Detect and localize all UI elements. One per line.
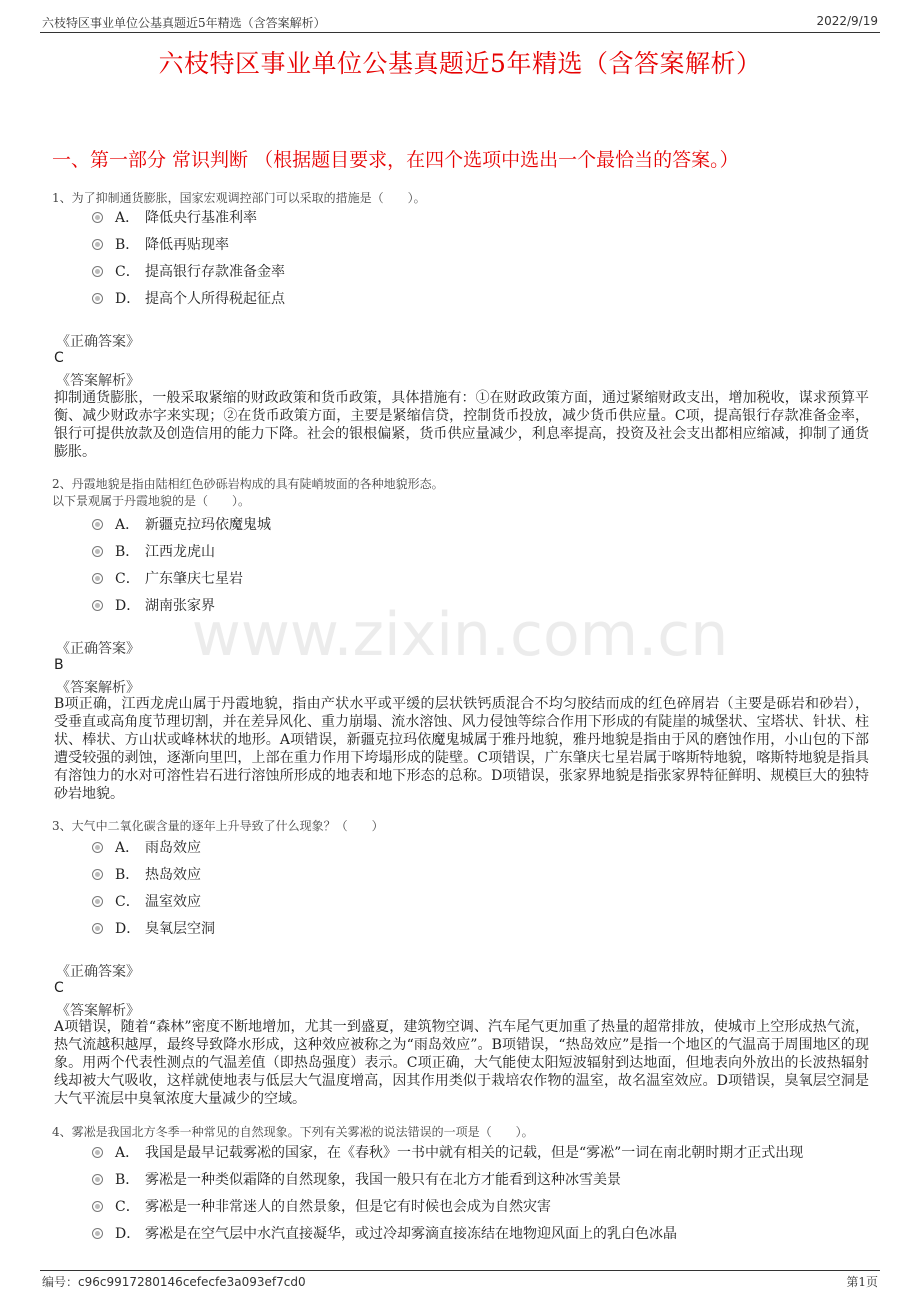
- question-2-option-d[interactable]: D． 湖南张家界: [92, 596, 215, 616]
- question-1-stem: 1、为了抑制通货膨胀，国家宏观调控部门可以采取的措施是（ ）。: [52, 191, 426, 205]
- radio-icon[interactable]: [92, 239, 103, 250]
- radio-icon[interactable]: [92, 293, 103, 304]
- question-1-explanation: 抑制通货膨胀，一般采取紧缩的财政政策和货币政策，具体措施有：①在财政政策方面，通过紧缩财政支出，增加税收，谋求预算平衡、减少财政赤字来实现；②在货币政策方面，主要是紧缩信贷，控制货币投放，减少货币供应量。C项，提高银行存款准备金率，银行可提供放款及创造信用的能力下降。社会的银根偏紧，货币供应量减少，利息率提高，投资及社会支出都相应缩减，抑制了通货膨胀。: [54, 390, 869, 460]
- question-3-option-a[interactable]: A． 雨岛效应: [92, 838, 201, 858]
- radio-icon[interactable]: [92, 869, 103, 880]
- document-title: 六枝特区事业单位公基真题近5年精选（含答案解析）: [158, 49, 762, 78]
- correct-answer-label: 《正确答案》: [56, 964, 140, 980]
- radio-icon[interactable]: [92, 923, 103, 934]
- correct-answer-label: 《正确答案》: [56, 334, 140, 350]
- explanation-label: 《答案解析》: [56, 680, 140, 696]
- question-2-option-a[interactable]: A． 新疆克拉玛依魔鬼城: [92, 515, 271, 535]
- header-title: 六枝特区事业单位公基真题近5年精选（含答案解析）: [42, 16, 326, 30]
- radio-icon[interactable]: [92, 842, 103, 853]
- radio-icon[interactable]: [92, 266, 103, 277]
- question-4-option-a[interactable]: A． 我国是最早记载雾凇的国家，在《春秋》一书中就有相关的记载，但是“雾凇”一词在南北朝时期才正式出现: [92, 1143, 803, 1163]
- explanation-label: 《答案解析》: [56, 1003, 140, 1019]
- radio-icon[interactable]: [92, 896, 103, 907]
- header-date: 2022/9/19: [816, 14, 878, 28]
- question-4-option-b[interactable]: B． 雾凇是一种类似霜降的自然现象，我国一般只有在北方才能看到这种冰雪美景: [92, 1170, 621, 1190]
- question-2-explanation: B项正确，江西龙虎山属于丹霞地貌，指由产状水平或平缓的层状铁钙质混合不均匀胶结而成的红色碎屑岩（主要是砾岩和砂岩），受垂直或高角度节理切割，并在差异风化、重力崩塌、流水溶蚀、风力侵蚀等综合作用下形成的有陡崖的城堡状、宝塔状、针状、柱状、棒状、方山状或峰林状的地形。A项错误，新疆克拉玛依魔鬼城属于雅丹地貌，雅丹地貌是指由于风的磨蚀作用，小山包的下部遭受较强的剥蚀，逐渐向里凹，上部在重力作用下垮塌形成的陡壁。C项错误，广东肇庆七星岩属于喀斯特地貌，喀斯特地貌是指具有溶蚀力的水对可溶性岩石进行溶蚀所形成的地表和地下形态的总称。D项错误，张家界地貌是指张家界特征鲜明、规模巨大的独特砂岩地貌。: [54, 696, 869, 802]
- radio-icon[interactable]: [92, 573, 103, 584]
- question-1-option-b[interactable]: B． 降低再贴现率: [92, 235, 229, 255]
- radio-icon[interactable]: [92, 1147, 103, 1158]
- question-4-option-c[interactable]: C． 雾凇是一种非常迷人的自然景象，但是它有时候也会成为自然灾害: [92, 1197, 551, 1217]
- section-heading: 一、第一部分 常识判断 （根据题目要求，在四个选项中选出一个最恰当的答案。）: [52, 149, 739, 171]
- question-3-answer: C: [54, 980, 64, 996]
- correct-answer-label: 《正确答案》: [56, 641, 140, 657]
- question-4-option-d[interactable]: D． 雾凇是在空气层中水汽直接凝华，或过冷却雾滴直接冻结在地物迎风面上的乳白色冰晶: [92, 1224, 677, 1244]
- question-3-stem: 3、大气中二氧化碳含量的逐年上升导致了什么现象？（ ）: [52, 819, 384, 833]
- question-1-answer: C: [54, 350, 64, 366]
- question-3-option-d[interactable]: D． 臭氧层空洞: [92, 919, 215, 939]
- question-2-option-b[interactable]: B． 江西龙虎山: [92, 542, 215, 562]
- question-4-stem: 4、雾凇是我国北方冬季一种常见的自然现象。下列有关雾凇的说法错误的一项是（ ）。: [52, 1125, 534, 1139]
- radio-icon[interactable]: [92, 519, 103, 530]
- question-1-option-d[interactable]: D． 提高个人所得税起征点: [92, 289, 285, 309]
- page-header: [40, 12, 880, 33]
- watermark: www.zixin.com.cn: [191, 600, 729, 670]
- question-3-option-c[interactable]: C． 温室效应: [92, 892, 201, 912]
- radio-icon[interactable]: [92, 600, 103, 611]
- explanation-label: 《答案解析》: [56, 373, 140, 389]
- radio-icon[interactable]: [92, 546, 103, 557]
- question-2-stem: 2、丹霞地貌是指由陆相红色砂砾岩构成的具有陡峭坡面的各种地貌形态。 以下景观属于丹霞地貌的是（ ）。: [52, 477, 444, 508]
- document-code: 编号：c96c9917280146cefecfe3a093ef7cd0: [42, 1275, 306, 1289]
- question-1-option-a[interactable]: A． 降低央行基准利率: [92, 208, 257, 228]
- radio-icon[interactable]: [92, 1228, 103, 1239]
- radio-icon[interactable]: [92, 1201, 103, 1212]
- question-1-option-c[interactable]: C． 提高银行存款准备金率: [92, 262, 285, 282]
- question-2-answer: B: [54, 657, 64, 673]
- page-footer: [40, 1270, 880, 1291]
- radio-icon[interactable]: [92, 212, 103, 223]
- radio-icon[interactable]: [92, 1174, 103, 1185]
- question-3-explanation: A项错误，随着“森林”密度不断地增加，尤其一到盛夏，建筑物空调、汽车尾气更加重了热量的超常排放，使城市上空形成热气流，热气流越积越厚，最终导致降水形成，这种效应被称之为“雨岛效应”。B项错误，“热岛效应”是指一个地区的气温高于周围地区的现象。用两个代表性测点的气温差值（即热岛强度）表示。C项正确，大气能使太阳短波辐射到达地面，但地表向外放出的长波热辐射线却被大气吸收，这样就使地表与低层大气温度增高，因其作用类似于栽培农作物的温室，故名温室效应。D项错误，臭氧层空洞是大气平流层中臭氧浓度大量减少的空域。: [54, 1019, 869, 1107]
- question-2-option-c[interactable]: C． 广东肇庆七星岩: [92, 569, 243, 589]
- page-number: 第1页: [846, 1275, 878, 1289]
- question-3-option-b[interactable]: B． 热岛效应: [92, 865, 201, 885]
